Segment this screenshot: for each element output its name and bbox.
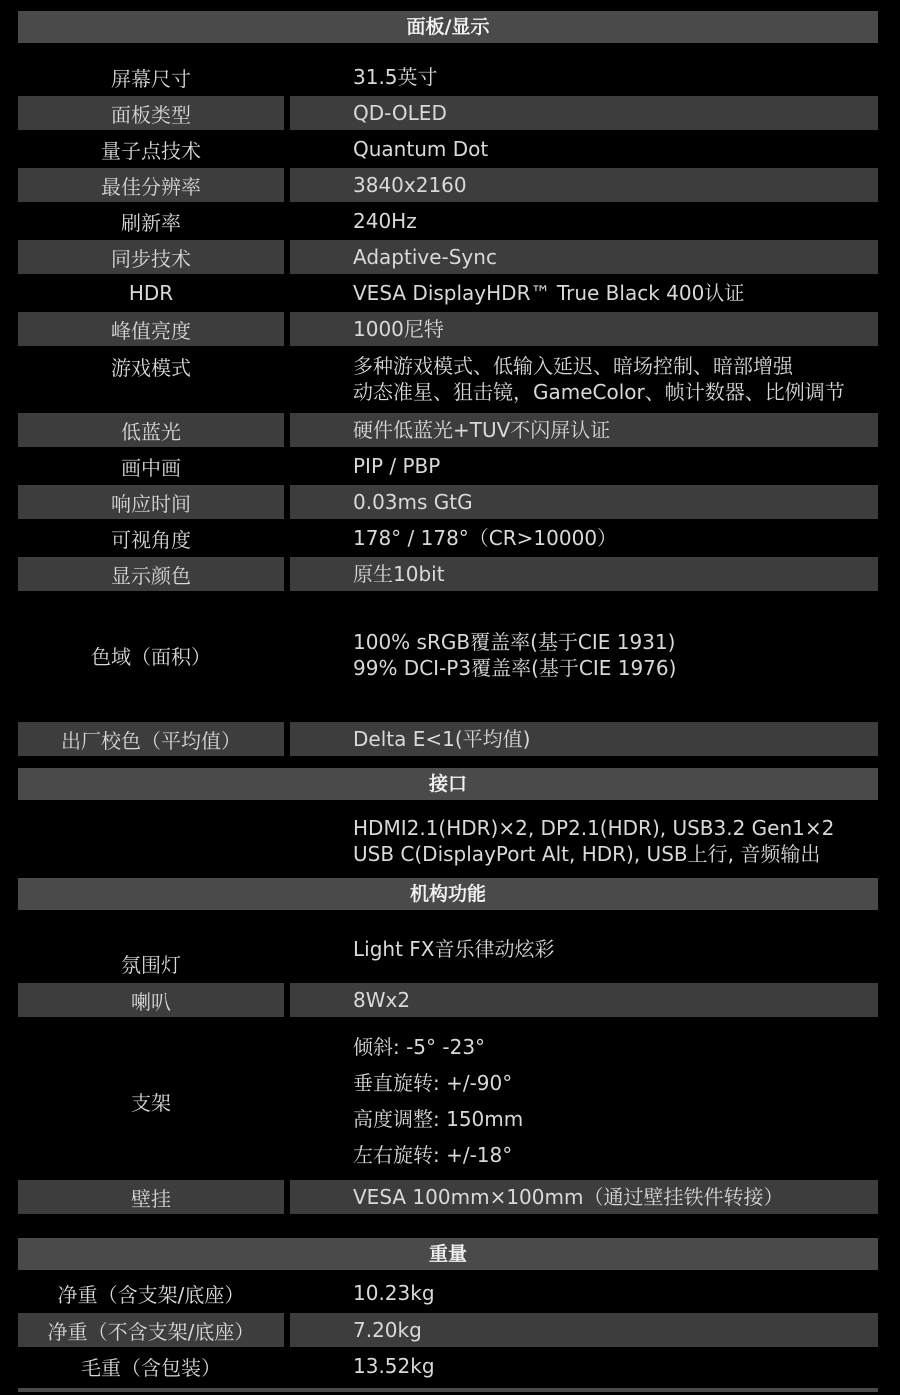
spec-value — [290, 1313, 878, 1347]
spec-value — [290, 348, 878, 410]
spec-value — [290, 276, 878, 310]
spec-label: 量子点技术 — [101, 138, 201, 163]
spec-label: 显示颜色 — [18, 557, 284, 591]
spec-value — [290, 413, 878, 447]
spec-label: 画中画 — [121, 455, 181, 480]
section-header-weight: 重量 — [18, 1238, 878, 1270]
spec-label: 壁挂 — [18, 1180, 284, 1214]
spec-value-line: Light FX音乐律动炫彩 — [353, 937, 555, 961]
spec-value — [290, 1276, 878, 1310]
spec-value-line: 99% DCI-P3覆盖率(基于CIE 1976) — [353, 656, 677, 680]
spec-value — [290, 557, 878, 591]
spec-value-line: USB C(DisplayPort Alt, HDR), USB上行, 音频输出 — [353, 842, 821, 866]
spec-value — [290, 240, 878, 274]
section-header-panel: 面板/显示 — [18, 11, 878, 43]
spec-value — [290, 983, 878, 1017]
spec-value-line: 动态准星、狙击镜，GameColor、帧计数器、比例调节 — [353, 380, 845, 404]
spec-label: 屏幕尺寸 — [111, 66, 191, 91]
spec-label: 出厂校色（平均值） — [18, 722, 284, 756]
spec-label: 氛围灯 — [121, 953, 181, 977]
spec-value — [290, 1026, 878, 1176]
spec-value-line: 倾斜: -5° -23° — [353, 1035, 486, 1059]
spec-value — [290, 521, 878, 555]
spec-value-line: 13.52kg — [353, 1354, 435, 1378]
spec-label: 面板类型 — [18, 96, 284, 130]
spec-label: 刷新率 — [121, 210, 181, 235]
spec-value-line: 垂直旋转: +/-90° — [353, 1071, 513, 1095]
spec-label: 低蓝光 — [18, 413, 284, 447]
spec-value — [290, 593, 878, 717]
spec-value — [290, 1349, 878, 1383]
spec-value-line: 高度调整: 150mm — [353, 1107, 524, 1131]
spec-label: 响应时间 — [18, 485, 284, 519]
spec-value — [290, 204, 878, 238]
spec-label: 毛重（含包装） — [81, 1355, 221, 1380]
spec-label: 可视角度 — [111, 527, 191, 552]
spec-label: 峰值亮度 — [18, 312, 284, 346]
spec-value — [290, 449, 878, 483]
spec-value-line: 8Wx2 — [353, 988, 411, 1012]
spec-value — [290, 916, 878, 978]
spec-value-line: 1000尼特 — [353, 317, 444, 341]
spec-label: 净重（不含支架/底座） — [18, 1313, 284, 1347]
spec-value-line: 178° / 178°（CR>10000） — [353, 526, 618, 550]
section-header-ports: 接口 — [18, 768, 878, 800]
spec-value-line: 100% sRGB覆盖率(基于CIE 1931) — [353, 630, 676, 654]
spec-value-line: HDMI2.1(HDR)×2, DP2.1(HDR), USB3.2 Gen1×2 — [353, 816, 835, 840]
section-header-features: 机构功能 — [18, 878, 878, 910]
spec-value-line: 多种游戏模式、低输入延迟、暗场控制、暗部增强 — [353, 354, 793, 378]
spec-value-line: 左右旋转: +/-18° — [353, 1143, 513, 1167]
spec-value-line: VESA DisplayHDR™ True Black 400认证 — [353, 281, 745, 305]
bottom-divider — [18, 1388, 878, 1392]
spec-value — [290, 1180, 878, 1214]
spec-value — [290, 312, 878, 346]
spec-value-line: 240Hz — [353, 209, 417, 233]
spec-label: 净重（含支架/底座） — [57, 1282, 245, 1307]
spec-value-line: 0.03ms GtG — [353, 490, 473, 514]
spec-value-line: 7.20kg — [353, 1318, 422, 1342]
spec-value — [290, 132, 878, 166]
spec-value — [290, 722, 878, 756]
spec-value — [290, 485, 878, 519]
spec-label — [18, 810, 284, 872]
spec-label: HDR — [128, 281, 174, 305]
spec-value — [290, 60, 878, 94]
spec-value-line: Quantum Dot — [353, 137, 489, 161]
spec-label: 喇叭 — [18, 983, 284, 1017]
spec-value-line: QD-OLED — [353, 101, 447, 125]
spec-value — [290, 810, 878, 872]
spec-value — [290, 168, 878, 202]
spec-label: 支架 — [131, 1090, 171, 1115]
spec-value-line: VESA 100mm×100mm（通过壁挂铁件转接） — [353, 1185, 784, 1209]
spec-value-line: 原生10bit — [353, 562, 445, 586]
spec-label: 同步技术 — [18, 240, 284, 274]
spec-label: 最佳分辨率 — [18, 168, 284, 202]
spec-value-line: Delta E<1(平均值) — [353, 727, 531, 751]
spec-label: 色域（面积） — [91, 644, 211, 669]
spec-value-line: Adaptive-Sync — [353, 245, 497, 269]
spec-value — [290, 96, 878, 130]
spec-value-line: PIP / PBP — [353, 454, 441, 478]
spec-value-line: 3840x2160 — [353, 173, 467, 197]
spec-label: 游戏模式 — [111, 356, 191, 380]
spec-value-line: 10.23kg — [353, 1281, 435, 1305]
spec-value-line: 31.5英寸 — [353, 65, 438, 89]
spec-value-line: 硬件低蓝光+TUV不闪屏认证 — [353, 418, 611, 442]
